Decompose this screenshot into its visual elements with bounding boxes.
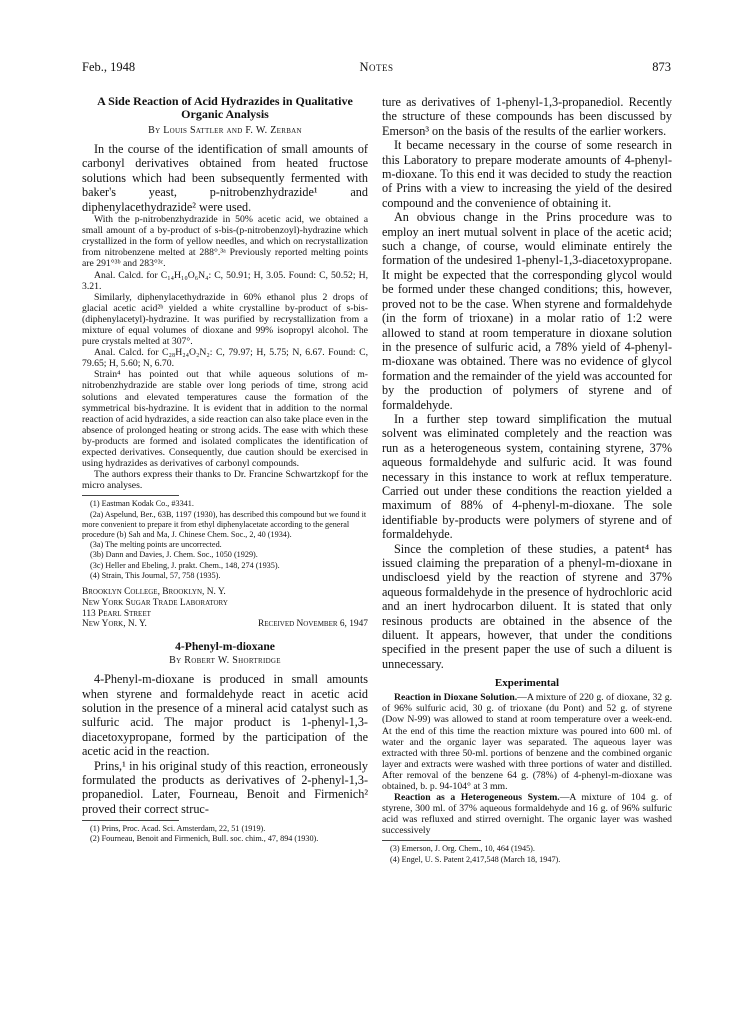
address-line: New York, N. Y. (82, 619, 147, 630)
acknowledgment: The authors express their thanks to Dr. Francine Schwartzkopf for the micro analyses. (82, 469, 368, 492)
left-column (82, 95, 368, 845)
footnote: (4) Engel, U. S. Patent 2,417,548 (March 18, 1947). (390, 854, 561, 864)
intro-paragraph: In the course of the identification of small amounts of carbonyl derivatives obtained from heated fructose solutions which had been subsequently fermented with baker's yeast, p-nitrobenzhydrazide¹ and diphenylacethydrazide² were used. (82, 142, 368, 214)
body-paragraph: ture as derivatives of 1-phenyl-1,3-propanediol. Recently the structure of these compounds has been discussed by Emerson³ on the basis of the results of the earlier workers. (382, 95, 672, 138)
address-line: Brooklyn College, Brooklyn, N. Y. (82, 587, 226, 597)
experimental-paragraph (382, 792, 672, 836)
body-paragraph: With the p-nitrobenzhydrazide in 50% acetic acid, we obtained a small amount of a by-product of s-bis-(p-nitrobenzoyl)-hydrazine which crystallized in the form of yellow needles, and which on recrystallization from nitrobenzene melted at 288°.³ᵃ Previously reported melting points are 291°³ᵇ and 283°³ᶜ. (82, 214, 368, 270)
body-paragraph: In a further step toward simplification the mutual solvent was eliminated completely and the reaction was run as a heterogeneous system, containing styrene, 37% aqueous formaldehyde and sulfuric acid. It was found necessary in this instance to work at reflux temperature. Carried out under these conditions the reaction yielded a maximum of 88% of 4-phenyl-m-dioxane. The sole identifiable by-products were polymers of styrene and of formaldehyde. (382, 411, 672, 542)
footnote: (3b) Dann and Davies, J. Chem. Soc., 1050 (1929). (90, 550, 258, 560)
author-address (82, 587, 368, 630)
body-paragraph: Similarly, diphenylacethydrazide in 60% ethanol plus 2 drops of glacial acetic acid²ᵇ yielded a white crystalline by-product of s-bis-(diphenylacetyl)-hydrazine. It was purified by recrystallization from a mixture of equal volumes of dioxane and 99% isopropyl alcohol. The pure crystals melted at 307°. (82, 291, 368, 348)
body-paragraph: Since the completion of these studies, a patent⁴ has issued claiming the preparation of a phenyl-m-dioxane in undiscloesd yield by the reaction of styrene and 37% aqueous formaldehyde in the presence of hydrochloric acid and an inert hydrocarbon diluent. It is stated that only resinous products are obtained in the absence of the diluent. It appears, however, that under the conditions specified in the present paper the use of such a diluent is unnecessary. (382, 541, 672, 671)
footnote-divider (382, 840, 481, 841)
body-paragraph: 4-Phenyl-m-dioxane is produced in small amounts when styrene and formaldehyde react in acetic acid solution in the presence of a mineral acid catalyst such as sulfuric acid. The major product is 1-phenyl-1,3-diacetoxypropane, formed by the participation of the acetic acid in the reaction. (82, 672, 368, 759)
footnote: (3c) Heller and Ebeling, J. prakt. Chem., 148, 274 (1935). (90, 560, 280, 570)
page-number: 873 (652, 60, 671, 74)
header-date: Feb., 1948 (82, 60, 136, 74)
footnote: (4) Strain, This Journal, 57, 758 (1935). (90, 570, 221, 580)
run-in-heading: Reaction in Dioxane Solution. (394, 692, 518, 704)
address-line: New York Sugar Trade Laboratory (82, 597, 228, 608)
footnote: (3a) The melting points are uncorrected. (90, 540, 222, 550)
experimental-text: —A mixture of 104 g. of styrene, 300 ml. of 37% aqueous formaldehyde and 16 g. of 96% sulfuric acid was refluxed and stirred overnight. The organic layer was washed successively (382, 792, 673, 837)
footnote: (1) Prins, Proc. Acad. Sci. Amsterdam, 22, 51 (1919). (90, 824, 266, 834)
experimental-text: —A mixture of 220 g. of dioxane, 32 g. of 96% sulfuric acid, 30 g. of trioxane (du Pont) and 52 g. of styrene (Dow N-99) was allowed to stand at room temperature over a week-end. At the end of this time the reaction mixture was poured into 600 ml. of water and the organic layer was separated. The aqueous layer was extracted with three 50-ml. portions of benzene and the combined organic layer and extracts were washed with three portions of water and distilled. After removal of the benzene 64 g. (78%) of 4-phenyl-m-dioxane was obtained, b. p. 94-104° at 3 mm. (382, 692, 672, 792)
article-byline-2: By Robert W. Shortridge (169, 655, 281, 667)
footnote: (3) Emerson, J. Org. Chem., 10, 464 (1945). (390, 844, 535, 854)
address-line: 113 Pearl Street (82, 608, 151, 619)
experimental-heading: Experimental (494, 677, 560, 690)
header-section: Notes (359, 60, 394, 74)
article-title: A Side Reaction of Acid Hydrazides in Qualitative Organic Analysis (97, 94, 353, 121)
received-date: Received November 6, 1947 (258, 619, 368, 630)
run-in-heading: Reaction as a Heterogeneous System. (394, 792, 560, 804)
footnote: (2) Fourneau, Benoit and Firmenich, Bull. soc. chim., 47, 894 (1930). (90, 834, 319, 844)
experimental-paragraph (382, 692, 672, 792)
body-paragraph: It became necessary in the course of some research in this Laboratory to prepare moderate amounts of 4-phenyl-m-dioxane. To this end it was decided to study the reaction of Prins with a view to increasing the yield of the desired compound and the convenience of obtaining it. (382, 138, 672, 210)
analysis-line: Anal. Calcd. for C₁₄H₁₀O₆N₄: C, 50.91; H, 3.05. Found: C, 50.52; H, 3.21. (82, 269, 368, 292)
body-paragraph: Prins,¹ in his original study of this reaction, erroneously formulated the products as derivatives of 2-phenyl-1,3-propanediol. Later, Fourneau, Benoit and Firmenich² proved their correct struc- (82, 758, 368, 816)
running-header (82, 60, 671, 78)
footnote: (2a) Aspelund, Ber., 63B, 1197 (1930), has described this compound but we found it more convenient to prepare it from ethyl diphenylacetate according to the general procedure (b) Sah and Ma, J. Chinese Chem. Soc., 2, 40 (1934). (82, 509, 367, 539)
body-paragraph: An obvious change in the Prins procedure was to employ an inert mutual solvent in place of the acetic acid; such a change, of course, would eliminate entirely the formation of the undesired 1-phenyl-1,3-diacetoxypropane. It might be expected that the corresponding glycol would be formed under these changed conditions; this, however, proved not to be the case. When styrene and formaldehyde (in the form of trioxane) in a molar ratio of 1:2 were allowed to stand at room temperature in dioxane solution in the presence of sulfuric acid, a 78% yield of 4-phenyl-m-dioxane was obtained. There was no evidence of glycol formation and the remainder of the yield was accounted for by the production of polymers of styrene and of formaldehyde. (382, 210, 672, 412)
article-title-2: 4-Phenyl-m-dioxane (175, 640, 275, 654)
footnote-divider (82, 820, 179, 821)
right-column (382, 95, 672, 865)
body-paragraph: Strain⁴ has pointed out that while aqueous solutions of m-nitrobenzhydrazide are stable over long periods of time, strong acid solutions and elevated temperatures cause the formation of the symmetrical bis-hydrazine. It is evident that in addition to the normal reaction of acid hydrazides, a side reaction can also take place even in the absence of prolonged heating or strong acids. The ease with which these by-products are formed and isolated complicates the identification of expected derivatives. Consequently, due caution should be exercised in using hydrazides as derivatives of carbonyl compounds. (82, 369, 368, 470)
footnote-divider (82, 495, 179, 496)
article-byline: By Louis Sattler and F. W. Zerban (148, 125, 302, 136)
analysis-line: Anal. Calcd. for C₂₈H₂₄O₂N₂: C, 79.97; H, 5.75; N, 6.67. Found: C, 79.65; H, 5.60; N, 6.70. (82, 347, 368, 370)
footnote: (1) Eastman Kodak Co., #3341. (90, 499, 194, 509)
